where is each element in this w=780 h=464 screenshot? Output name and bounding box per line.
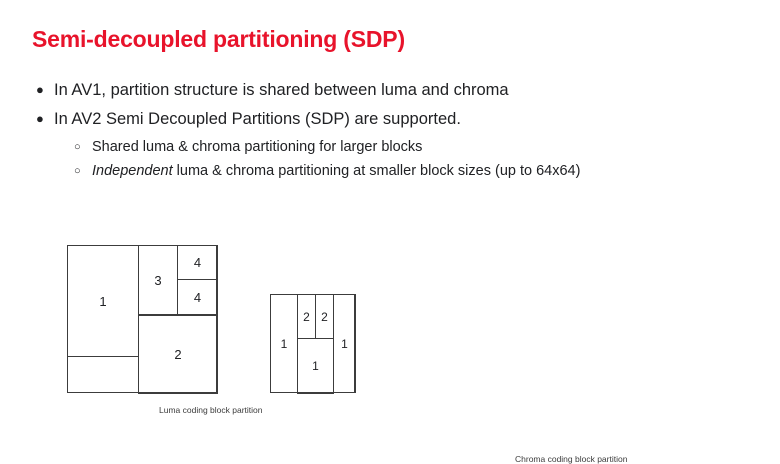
sub-bullet-item (74, 136, 746, 158)
chroma-caption: Chroma coding block partition (515, 454, 628, 464)
chroma-cell-2-a: 2 (297, 294, 316, 339)
sub-bullet-text: Shared luma & chroma partitioning for larger blocks (92, 139, 423, 155)
luma-cell-4-bottom: 4 (177, 279, 218, 315)
bullet-item (36, 78, 746, 102)
luma-caption: Luma coding block partition (159, 405, 263, 415)
bullet-item (36, 107, 746, 131)
chroma-cell-1-right: 1 (333, 294, 356, 393)
sub-bullet-item (74, 160, 746, 182)
luma-cell-4-top: 4 (177, 245, 218, 280)
bullet-text: In AV2 Semi Decoupled Partitions (SDP) are supported. (54, 110, 461, 128)
luma-cell-3: 3 (138, 245, 178, 315)
chroma-cell-2-b: 2 (315, 294, 334, 339)
chroma-cell-1-bottom: 1 (297, 338, 334, 394)
page-title: Semi-decoupled partitioning (SDP) (32, 26, 405, 52)
bullet-marker: ● (36, 111, 44, 126)
bullet-marker: ● (36, 82, 44, 97)
sub-bullet-marker: ○ (74, 141, 81, 153)
chroma-cell-1-left: 1 (270, 294, 298, 393)
chroma-partition-diagram (270, 294, 628, 464)
sub-bullet-emphasis: Independent (92, 163, 173, 179)
sub-bullet-rest: luma & chroma partitioning at smaller block sizes (up to 64x64) (172, 163, 581, 179)
sub-bullet-marker: ○ (74, 165, 81, 177)
luma-cell-2: 2 (138, 315, 218, 394)
luma-block-container (67, 245, 217, 393)
chroma-block-container (270, 294, 355, 393)
sub-bullet-text (92, 160, 580, 182)
luma-partition-diagram (67, 245, 263, 415)
bullet-list (36, 78, 746, 184)
luma-cell-1: 1 (67, 245, 139, 357)
bullet-text: In AV1, partition structure is shared between luma and chroma (54, 81, 509, 99)
diagram-area (0, 238, 780, 464)
